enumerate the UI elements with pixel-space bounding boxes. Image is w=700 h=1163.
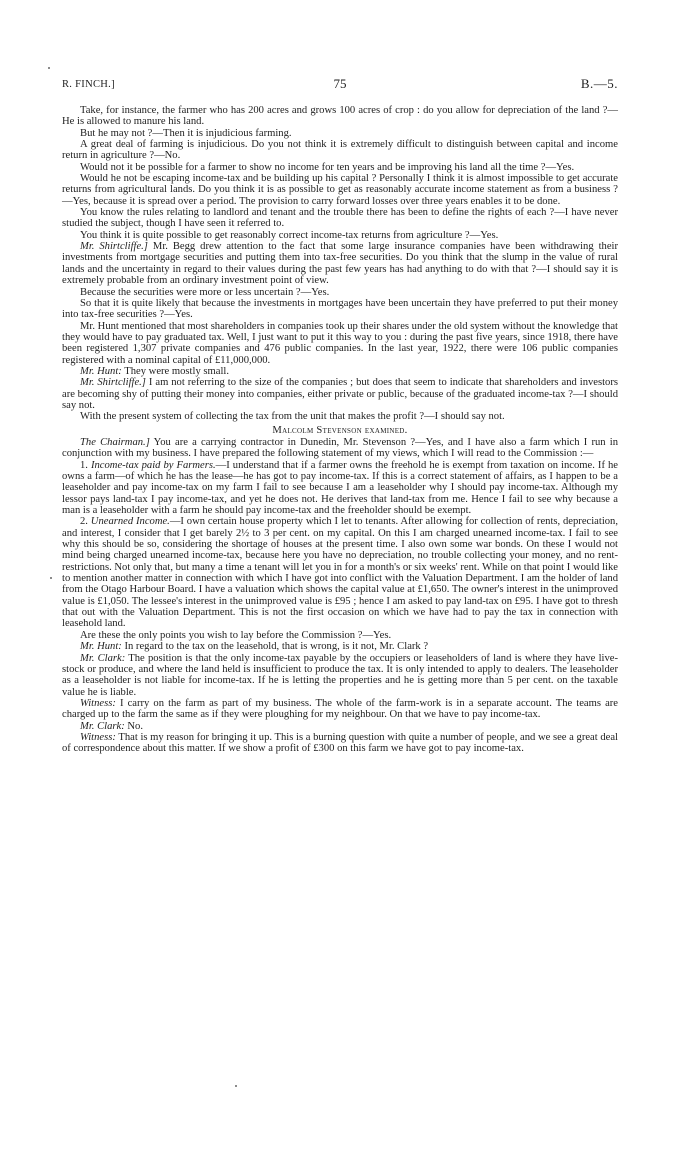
paragraph xyxy=(62,641,618,652)
speaker-label: Mr. Shirtcliffe.] xyxy=(80,241,148,253)
paragraph xyxy=(62,241,618,286)
paragraph-text: Would not it be possible for a farmer to show no income for ten years and be improving his land all the time ?—Yes. xyxy=(80,161,575,173)
paragraph-number: 2. xyxy=(80,516,91,528)
paragraph xyxy=(62,139,618,162)
paragraph-text: —I understand that if a farmer owns the freehold he is exempt from taxation on income. If he owns a farm—of which he has the lease—he has got to pay income-tax. If this is a correct statement of affairs, as I happen to be a leaseholder and pay income-tax on my farm I fail to see because I am a leaseholder why I should pay income-tax. Although my lessor pays land-tax I pay income-tax, and yet he does not. He derives that land-tax from me. Hence I fail to see why because a man is a leaseholder with a farm he should pay income-tax and the freeholder should be exempt. xyxy=(62,459,618,517)
paragraph-text: Are these the only points you wish to lay before the Commission ?—Yes. xyxy=(80,629,392,641)
margin-speck xyxy=(50,577,52,579)
paragraph-text: No. xyxy=(124,720,143,732)
speaker-label: The Chairman.] xyxy=(80,436,150,448)
paragraph xyxy=(62,173,618,207)
paragraph xyxy=(62,630,618,641)
paragraph-text: You think it is quite possible to get reasonably correct income-tax returns from agriculture ?—Yes. xyxy=(80,229,499,241)
paragraph xyxy=(62,732,618,755)
speaker-label: Mr. Hunt: xyxy=(80,365,122,377)
paragraph xyxy=(62,230,618,241)
margin-speck xyxy=(235,1085,237,1087)
heading-text: Malcolm Stevenson examined. xyxy=(272,424,408,436)
paragraph-text: But he may not ?—Then it is injudicious farming. xyxy=(80,127,292,139)
paragraph xyxy=(62,698,618,721)
paragraph xyxy=(62,460,618,517)
paragraph xyxy=(62,366,618,377)
paragraph-text: Would he not be escaping income-tax and be building up his capital ? Personally I think it is almost impossible to get accurate returns from agricultural lands. Do you think it is as possible to get as reasonably accurate income statement as from a business ?—Yes, because it is spread over a period. The provision to carry forward losses over three years enables it to be done. xyxy=(62,173,618,207)
paragraph xyxy=(62,128,618,139)
speaker-label: Mr. Hunt: xyxy=(80,641,122,653)
paragraph-text: You know the rules relating to landlord and tenant and the trouble there has been to define the rights of each ?—I have never studied the subject, though I have seen it referred to. xyxy=(62,207,618,230)
section-heading xyxy=(62,425,618,436)
paragraph-number: 1. xyxy=(80,459,91,471)
paragraph-text: Mr. Begg drew attention to the fact that some large insurance companies have been withdrawing their investments from mortgage securities and putting them into tax-free securities. Do you think that the slump in the value of rural lands and the uncertainty in regard to their values during the past few years has had anything to do with that ?—I should say it is extremely probable from an ordinary investment point of view. xyxy=(62,241,618,287)
paragraph-text: Because the securities were more or less uncertain ?—Yes. xyxy=(80,286,330,298)
speaker-label: Witness: xyxy=(80,697,116,709)
margin-speck xyxy=(48,67,50,69)
page-number: 75 xyxy=(333,76,347,91)
paragraph xyxy=(62,207,618,230)
header-witness-name: R. FINCH.] xyxy=(62,79,115,90)
paragraph-text: I carry on the farm as part of my business. The whole of the farm-work is in a separate account. The teams are charged up to the farm the same as if they were ploughing for my neighbour. On that we have to pay income-tax. xyxy=(62,697,618,721)
page-header xyxy=(62,76,618,96)
paragraph-text: They were mostly small. xyxy=(121,365,229,377)
paragraph-text: —I own certain house property which I let to tenants. After allowing for collection of rents, depreciation, and interest, I consider that I get barely 2½ to 3 per cent. on my capital. On this I am charged unearned income-tax. I fail to see why this should be so, considering the shortage of houses at the present time. I also own some war bonds. On these I would not mind being charged unearned income-tax, because here you have no depreciation, no trouble collecting your money, and no rent-restrictions. Not only that, but many a time a tenant will let you in for a month's or six weeks' rent. While on that point I would like to mention another matter in connection with which I have got into conflict with the Valuation Department. I am the holder of land from the Otago Harbour Board. I have a valuation which shows the capital value at £1,650. The owner's interest in the unimproved value is £1,050. The lessee's interest in the unimproved value is £95 ; hence I am asked to pay land-tax on £95. I have got to thresh that out with the Valuation Department. This is not the first occasion on which we have had to pay the tax in connection with leasehold land. xyxy=(62,516,619,630)
speaker-label: Mr. Clark: xyxy=(80,720,125,732)
document-reference: B.—5. xyxy=(580,76,618,91)
speaker-label: Mr. Clark: xyxy=(80,652,126,664)
paragraph xyxy=(62,321,618,366)
paragraph xyxy=(62,105,618,128)
paragraph-text: Take, for instance, the farmer who has 200 acres and grows 100 acres of crop : do you allow for depreciation of the land ?—He is allowed to manure his land. xyxy=(62,105,618,128)
paragraph-text: So that it is quite likely that because the investments in mortgages have been uncertain they have preferred to put their money into tax-free securities ?—Yes. xyxy=(62,297,618,321)
paragraph xyxy=(62,287,618,298)
paragraph xyxy=(62,162,618,173)
paragraph-text: A great deal of farming is injudicious. Do you not think it is extremely difficult to distinguish between capital and income return in agriculture ?—No. xyxy=(62,139,618,162)
paragraph xyxy=(62,437,618,460)
paragraph xyxy=(62,411,618,422)
paragraph-text: In regard to the tax on the leasehold, that is wrong, is it not, Mr. Clark ? xyxy=(121,641,429,653)
paragraph-text: With the present system of collecting the tax from the unit that makes the profit ?—I should say not. xyxy=(80,411,505,423)
paragraph xyxy=(62,298,618,321)
paragraph xyxy=(62,377,618,411)
speaker-label: Unearned Income. xyxy=(90,516,170,528)
paragraph-text: I am not referring to the size of the companies ; but does that seem to indicate that shareholders and investors are becoming shy of putting their money into companies, either private or public, because of the graduated income-tax ?—I should say not. xyxy=(62,377,618,411)
paragraph xyxy=(62,653,618,698)
paragraph xyxy=(62,516,618,629)
speaker-label: Income-tax paid by Farmers. xyxy=(90,459,216,471)
paragraph-text: You are a carrying contractor in Dunedin, Mr. Stevenson ?—Yes, and I have also a farm which I run in conjunction with my business. I have prepared the following statement of my views, which I will read to the Commission :— xyxy=(62,436,619,460)
paragraph-text: That is my reason for bringing it up. This is a burning question with quite a number of people, and we see a great deal of correspondence about this matter. If we show a profit of £300 on this farm we have got to pay income-tax. xyxy=(62,731,618,755)
speaker-label: Mr. Shirtcliffe.] xyxy=(80,377,146,389)
speaker-label: Witness: xyxy=(80,731,116,743)
paragraph-text: The position is that the only income-tax payable by the occupiers or leaseholders of land is where they have live-stock or produce, and where the land held is insufficient to produce the tax. It is only intended to apply to dealers. The leaseholder as a leaseholder is not liable for income-tax. If he is letting the properties and he is getting more than 5 per cent. on the taxable value he is liable. xyxy=(62,652,618,698)
paragraph xyxy=(62,721,618,732)
document-body xyxy=(62,105,618,755)
paragraph-text: Mr. Hunt mentioned that most shareholders in companies took up their shares under the old system without the knowledge that they would have to pay graduated tax. Well, I just want to put it this way to you : during the past five years, since 1918, there have been registered 1,307 private companies and 476 public companies. In the last year, 1922, there were 106 public companies registered with a nominal capital of £11,000,000. xyxy=(62,320,618,366)
